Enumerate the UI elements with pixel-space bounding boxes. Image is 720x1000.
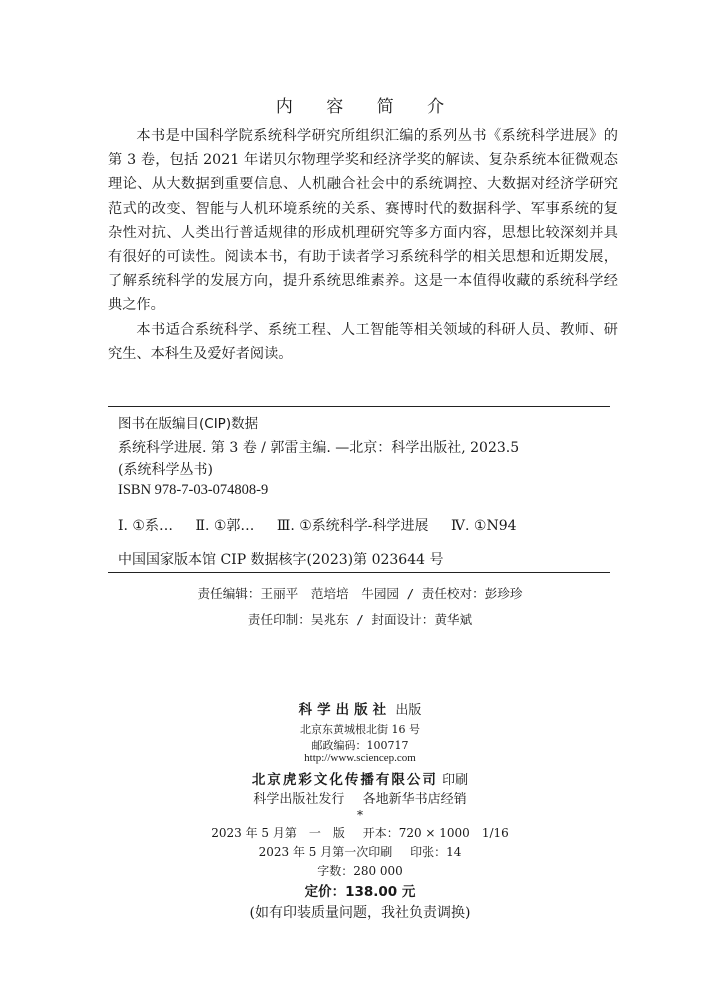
intro-body xyxy=(108,124,618,366)
editor-credits: 责任编辑：王丽平 范培培 牛园园 / 责任校对：彭珍珍 xyxy=(197,586,523,601)
edition-first: 2023 年 5 月第 一 版 xyxy=(211,826,345,840)
printed-sheets: 印张：14 xyxy=(410,845,462,859)
retailer: 各地新华书店经销 xyxy=(362,792,467,807)
separator-star: * xyxy=(357,808,363,822)
cip-class-4: Ⅳ. ①N94 xyxy=(451,518,517,534)
printer-line xyxy=(0,768,720,788)
publisher-address: 北京东黄城根北街 16 号 xyxy=(300,723,420,736)
cip-heading: 图书在版编目(CIP)数据 xyxy=(118,416,259,432)
printing-line xyxy=(0,843,720,860)
cip-isbn: ISBN 978-7-03-074808-9 xyxy=(118,482,269,498)
intro-title: 内 容 简 介 xyxy=(275,97,459,117)
publisher-suffix: 出版 xyxy=(395,703,422,718)
cip-class-3: Ⅲ. ①系统科学-科学进展 xyxy=(276,518,429,534)
publisher-url: http://www.sciencep.com xyxy=(304,752,416,764)
postcode: 邮政编码：100717 xyxy=(311,739,409,752)
distributor: 科学出版社发行 xyxy=(253,792,345,807)
printing-first: 2023 年 5 月第一次印刷 xyxy=(258,845,393,859)
publisher-name: 科学出版社 xyxy=(298,702,392,718)
cip-bottom-rule xyxy=(108,572,610,573)
price: 定价：138.00 元 xyxy=(304,884,416,900)
printer-name: 北京虎彩文化传播有限公司 xyxy=(251,772,438,788)
intro-paragraph-1: 本书是中国科学院系统科学研究所组织汇编的系列丛书《系统科学进展》的第 3 卷，包括 2021 年诺贝尔物理学奖和经济学奖的解读、复杂系统本征微观态理论、从大数据到重要信息、人机融合社会中的系统调控、大数据对经济学研究范式的改变、智能与人机环境系统的关系、赛博时代的数据科学、军事系统的复杂性对抗、人类出行普适规律的形成机理研究等多方面内容，思想比较深刻并具有很好的可读性。阅读本书，有助于读者学习系统科学的相关思想和近期发展，了解系统科学的发展方向，提升系统思维素养。这是一本值得收藏的系统科学经典之作。 xyxy=(108,128,618,314)
cip-classification xyxy=(118,515,608,535)
cip-top-rule xyxy=(108,406,610,407)
printer-suffix: 印刷 xyxy=(442,773,469,788)
book-format: 开本：720 × 1000 1/16 xyxy=(362,826,509,840)
cip-class-1: Ⅰ. ①系… xyxy=(118,518,173,534)
cip-class-2: Ⅱ. ①郭… xyxy=(195,518,255,534)
word-count: 字数：280 000 xyxy=(317,864,403,878)
publisher-line xyxy=(0,698,720,718)
intro-paragraph-2: 本书适合系统科学、系统工程、人工智能等相关领域的科研人员、教师、研究生、本科生及爱好者阅读。 xyxy=(108,321,618,362)
distribution-line xyxy=(0,788,720,807)
cip-series-line: (系统科学丛书) xyxy=(118,462,213,478)
quality-notice: (如有印装质量问题，我社负责调换) xyxy=(249,905,471,921)
cip-title-line: 系统科学进展. 第 3 卷 / 郭雷主编. —北京：科学出版社, 2023.5 xyxy=(118,440,520,456)
production-credits: 责任印制：吴兆东 / 封面设计：黄华斌 xyxy=(247,612,473,627)
cip-check-number: 中国国家版本馆 CIP 数据核字(2023)第 023644 号 xyxy=(118,552,444,568)
edition-line xyxy=(0,824,720,841)
